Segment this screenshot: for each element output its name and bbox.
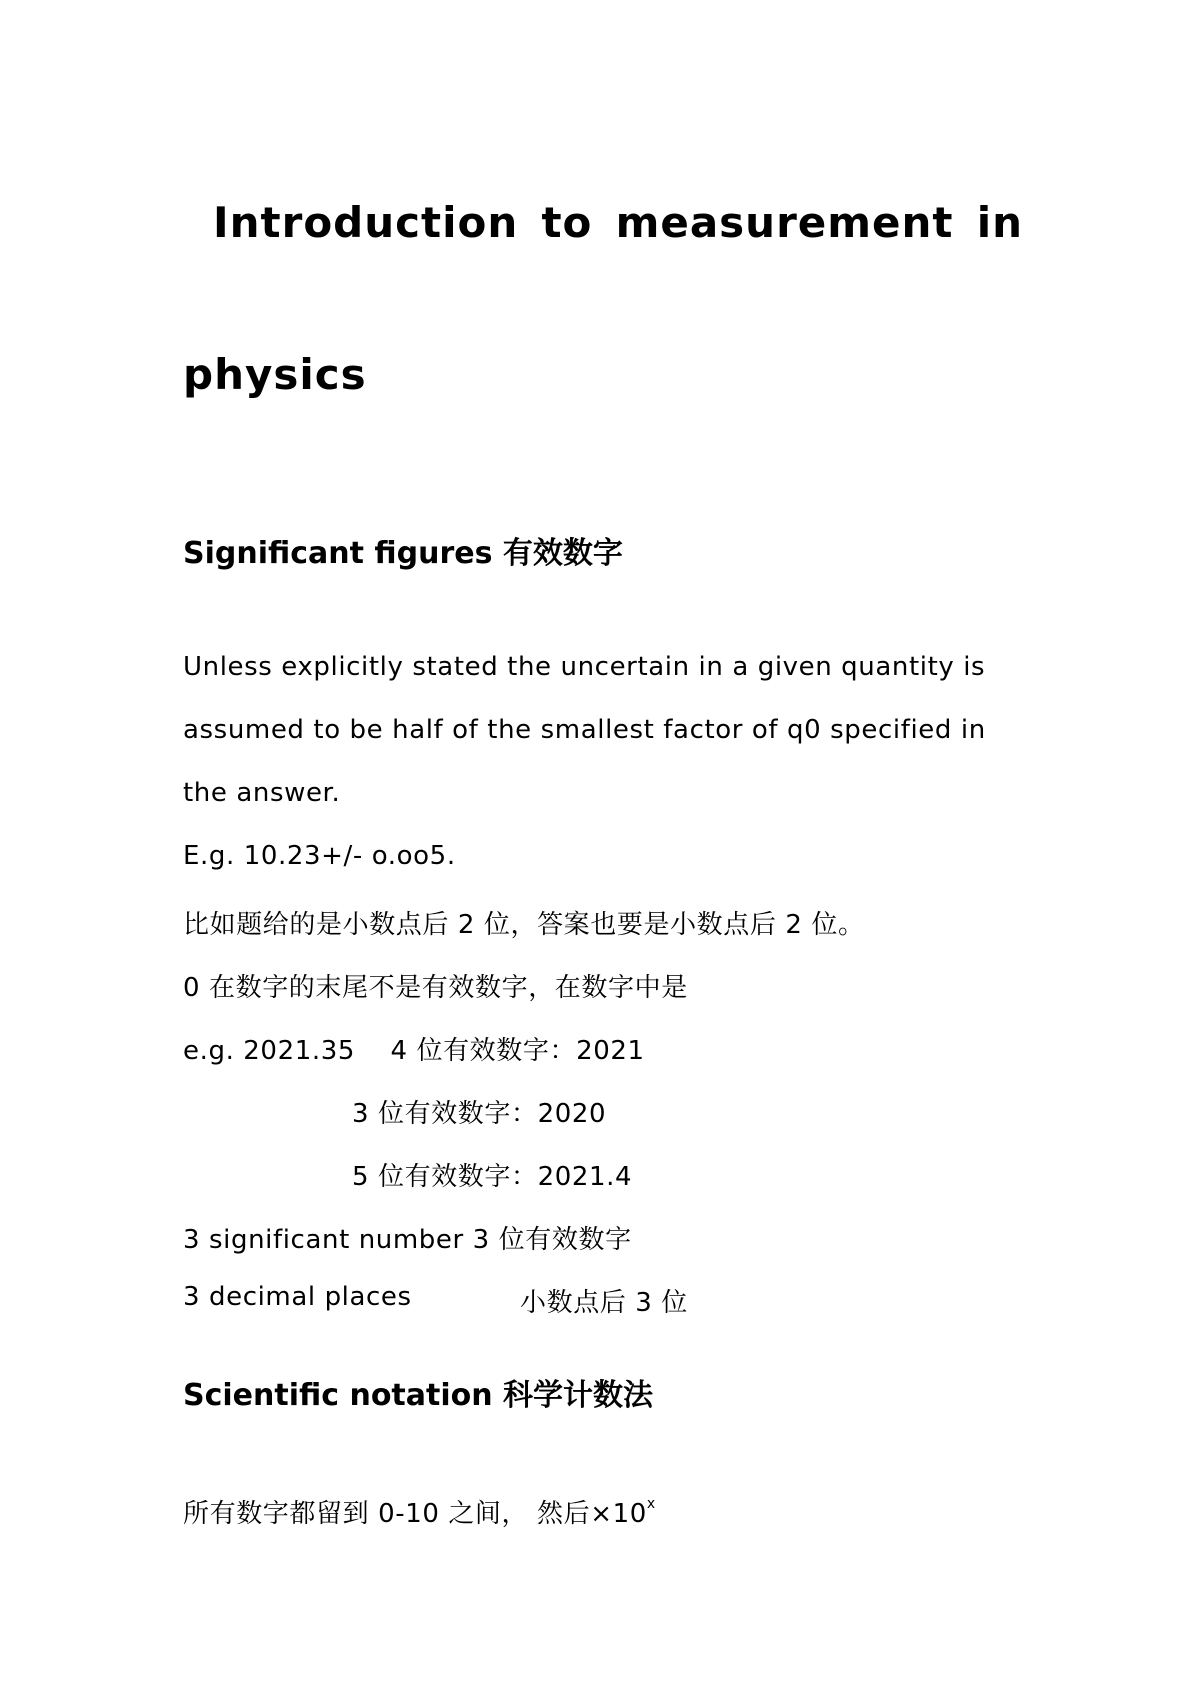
title-word: to: [541, 198, 593, 247]
chinese-note: 比如题给的是小数点后 2 位，答案也要是小数点后 2 位。: [183, 910, 865, 940]
title-word: in: [976, 198, 1023, 247]
title-word: measurement: [615, 198, 954, 247]
decimal-places-cn: 小数点后 3 位: [520, 1288, 688, 1318]
title-word: Introduction: [213, 198, 519, 247]
paragraph-line: assumed to be half of the smallest factor of q0 specified in: [183, 715, 986, 745]
example-line: E.g. 10.23+/- o.oo5.: [183, 841, 456, 871]
example-sig-figs-3: 3 位有效数字：2020: [352, 1099, 607, 1129]
significant-number-line: 3 significant number 3 位有效数字: [183, 1225, 632, 1255]
paragraph-line: the answer.: [183, 778, 341, 808]
scientific-notation-text: 所有数字都留到 0-10 之间， 然后×10: [183, 1499, 647, 1529]
paragraph-line: Unless explicitly stated the uncertain in a given quantity is: [183, 652, 986, 682]
document-title-line1: [213, 198, 1023, 247]
chinese-note: 0 在数字的末尾不是有效数字，在数字中是: [183, 973, 688, 1003]
document-title-line2: physics: [183, 350, 367, 399]
section-heading-significant-figures: Significant figures 有效数字: [183, 536, 623, 571]
example-sig-figs-4: e.g. 2021.35 4 位有效数字：2021: [183, 1036, 645, 1066]
example-sig-figs-5: 5 位有效数字：2021.4: [352, 1162, 633, 1192]
scientific-notation-line: [183, 1493, 656, 1530]
section-heading-scientific-notation: Scientific notation 科学计数法: [183, 1378, 654, 1413]
exponent-superscript: x: [646, 1496, 656, 1512]
decimal-places-en: 3 decimal places: [183, 1282, 412, 1312]
